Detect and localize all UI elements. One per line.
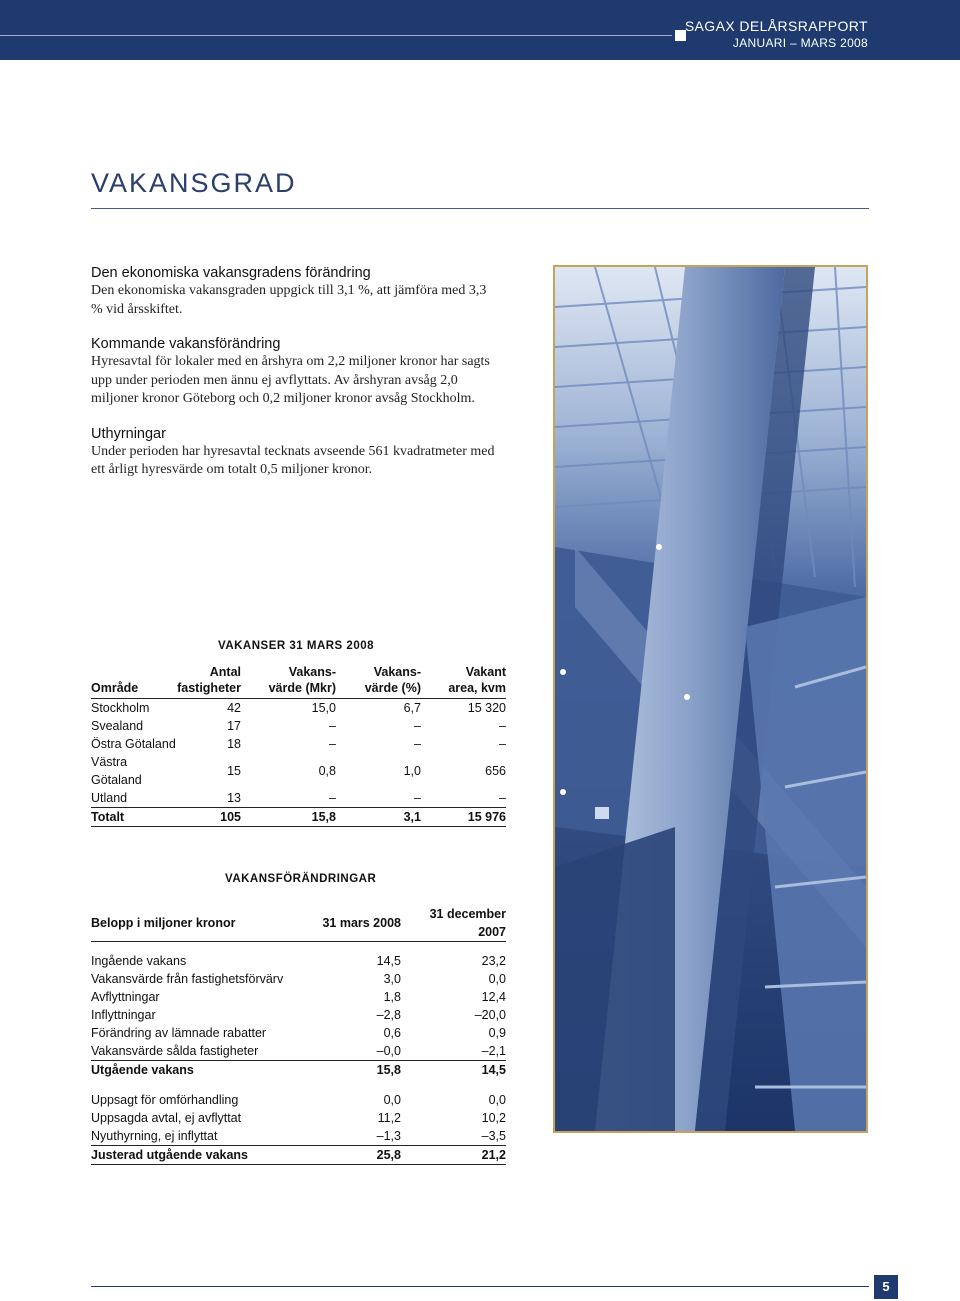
column-header: Antal fastigheter [177, 665, 241, 695]
vakansforandringar-table-title: VAKANSFÖRÄNDRINGAR [225, 873, 377, 885]
body-text [91, 264, 501, 496]
cell-value: – [329, 737, 336, 751]
cell-label: Uppsagt för omförhandling [91, 1093, 239, 1107]
cell-value: 21,2 [481, 1148, 506, 1162]
table-row [91, 1109, 506, 1127]
cell-value: 0,0 [383, 1093, 401, 1107]
cell-area-kvm: – [499, 719, 506, 733]
vakanser-table [91, 664, 506, 827]
cell-area-kvm: – [499, 791, 506, 805]
cell-area-kvm: 656 [485, 764, 506, 778]
table-header-row [91, 905, 506, 942]
spacer-row [91, 942, 506, 953]
header-rule [0, 35, 672, 36]
vakanser-table-title: VAKANSER 31 MARS 2008 [218, 640, 375, 652]
cell-area: Stockholm [91, 701, 150, 715]
table-row [91, 789, 506, 808]
cell-area: Västra Götaland [91, 755, 142, 787]
cell-value: 15,0 [311, 701, 336, 715]
cell-count: 15 [227, 764, 241, 778]
report-period: JANUARI – MARS 2008 [732, 36, 868, 50]
column-header: Vakans- värde (Mkr) [268, 665, 336, 695]
cell-percent: 3,1 [403, 810, 421, 824]
cell-label: Förändring av lämnade rabatter [91, 1026, 267, 1040]
cell-area: Totalt [91, 810, 125, 824]
report-title: SAGAX DELÅRSRAPPORT [684, 18, 868, 34]
table-row [91, 699, 506, 718]
cell-value: 11,2 [377, 1111, 401, 1125]
title-divider [91, 208, 869, 209]
cell-label: Justerad utgående vakans [91, 1148, 249, 1162]
column-header: Vakans- värde (%) [364, 665, 421, 695]
cell-value: 0,6 [383, 1026, 401, 1040]
cell-percent: – [414, 791, 421, 805]
footer-rule [91, 1286, 869, 1287]
paragraph-heading: Uthyrningar [91, 425, 166, 442]
cell-percent: – [414, 719, 421, 733]
cell-label: Avflyttningar [91, 990, 160, 1004]
cell-value: 25,8 [376, 1148, 401, 1162]
cell-value: 1,8 [383, 990, 401, 1004]
cell-value: 0,8 [318, 764, 336, 778]
cell-value: 0,0 [488, 1093, 506, 1107]
cell-count: 105 [220, 810, 241, 824]
cell-value: 14,5 [481, 1063, 506, 1077]
paragraph-text: Den ekonomiska vakansgraden uppgick till 3,1 %, att jämföra med 3,3 % vid årsskiftet. [91, 283, 487, 317]
cell-value: 14,5 [376, 954, 401, 968]
paragraph-heading: Kommande vakansförändring [91, 336, 281, 352]
cell-label: Ingående vakans [91, 954, 187, 968]
cell-value: 15,8 [376, 1063, 401, 1077]
cell-value: 10,2 [481, 1111, 506, 1125]
paragraph-heading: Den ekonomiska vakansgradens förändring [91, 265, 371, 281]
table-total-row [91, 808, 506, 827]
vakansforandringar-table [91, 905, 506, 1165]
cell-area: Utland [91, 791, 128, 805]
table-row [91, 988, 506, 1006]
cell-value: 12,4 [481, 990, 506, 1004]
table-row [91, 1127, 506, 1146]
cell-value: 15,8 [311, 810, 336, 824]
column-header: 31 mars 2008 [322, 916, 401, 930]
cell-value: 0,0 [488, 972, 506, 986]
cell-label: Vakansvärde från fastighetsförvärv [91, 972, 284, 986]
cell-label: Uppsagda avtal, ej avflyttat [91, 1111, 242, 1125]
cell-label: Vakansvärde sålda fastigheter [91, 1044, 259, 1058]
cell-count: 17 [227, 719, 241, 733]
table-row [91, 1006, 506, 1024]
cell-area: Svealand [91, 719, 144, 733]
column-header: Vakant area, kvm [448, 665, 506, 695]
cell-area-kvm: – [499, 737, 506, 751]
architecture-photo [553, 265, 868, 1133]
cell-value: 0,9 [488, 1026, 506, 1040]
column-header: Område [91, 681, 139, 695]
cell-value: –2,8 [376, 1008, 401, 1022]
cell-value: –0,0 [376, 1044, 401, 1058]
photo-illustration [555, 267, 866, 1131]
cell-count: 13 [227, 791, 241, 805]
page-title: VAKANSGRAD [91, 168, 297, 198]
column-header: 31 december 2007 [429, 907, 506, 939]
table-total-row [91, 1146, 506, 1165]
cell-count: 42 [227, 701, 241, 715]
table-subtotal-row [91, 1061, 506, 1080]
header-band [0, 0, 960, 60]
cell-label: Nyuthyrning, ej inflyttat [91, 1129, 218, 1143]
cell-value: –20,0 [474, 1008, 506, 1022]
spacer-row [91, 1079, 506, 1091]
cell-percent: 6,7 [403, 701, 421, 715]
cell-percent: 1,0 [403, 764, 421, 778]
cell-count: 18 [227, 737, 241, 751]
cell-value: 3,0 [383, 972, 401, 986]
table-row [91, 1024, 506, 1042]
page-number: 5 [874, 1275, 898, 1299]
cell-area-kvm: 15 320 [467, 701, 506, 715]
cell-value: – [329, 791, 336, 805]
table-row [91, 952, 506, 970]
cell-value: – [329, 719, 336, 733]
cell-value: –1,3 [376, 1129, 401, 1143]
table-row [91, 1042, 506, 1061]
paragraph-text: Under perioden har hyresavtal tecknats avseende 561 kvadratmeter med ett årligt hyresvärde om totalt 0,5 miljoner kronor. [91, 443, 495, 477]
table-row [91, 1091, 506, 1109]
cell-value: 23,2 [481, 954, 506, 968]
table-row [91, 735, 506, 753]
table-row [91, 753, 506, 789]
cell-percent: – [414, 737, 421, 751]
column-header: Belopp i miljoner kronor [91, 916, 236, 930]
cell-value: –3,5 [481, 1129, 506, 1143]
table-row [91, 717, 506, 735]
table-row [91, 970, 506, 988]
cell-label: Inflyttningar [91, 1008, 156, 1022]
cell-value: –2,1 [481, 1044, 506, 1058]
cell-label: Utgående vakans [91, 1063, 194, 1077]
paragraph-text: Hyresavtal för lokaler med en årshyra om 2,2 miljoner kronor har sagts upp under perioden men ännu ej avflyttats. Av årshyran avsåg 2,0 miljoner kronor Göteborg och 0,2 miljoner kronor avsåg Stockholm. [91, 354, 490, 406]
table-header-row [91, 664, 506, 699]
cell-area: Östra Götaland [91, 737, 176, 751]
cell-area-kvm: 15 976 [467, 810, 506, 824]
